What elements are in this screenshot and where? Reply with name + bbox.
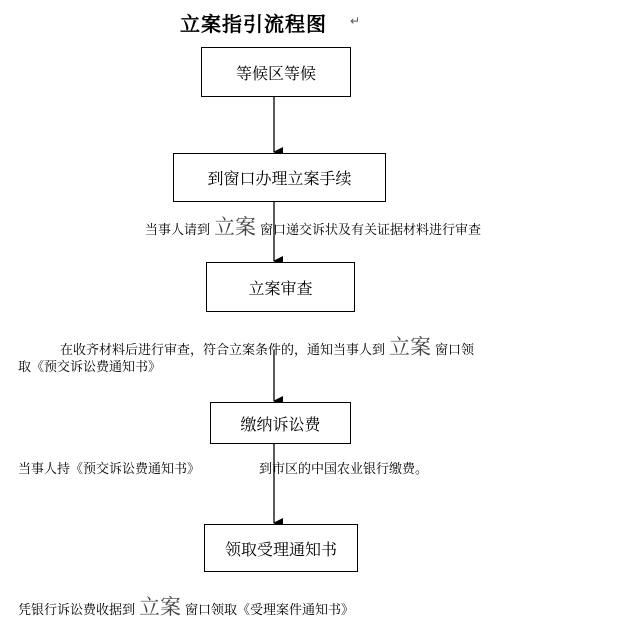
- return-mark-icon: ↵: [350, 14, 361, 28]
- note-highlight: 立案: [389, 335, 432, 359]
- note-pay-part2: 到市区的中国农业银行缴费。: [259, 462, 429, 477]
- step-label: 缴纳诉讼费: [240, 414, 321, 434]
- step-label: 等候区等候: [235, 63, 316, 83]
- note-text: 窗口领: [435, 343, 475, 358]
- step-label: 立案审查: [248, 278, 313, 298]
- note-highlight: 立案: [139, 595, 182, 619]
- step-box-window-filing: [173, 153, 386, 202]
- note-highlight: 立案: [214, 215, 257, 239]
- note-pay-part1: 当事人持《预交诉讼费通知书》: [18, 462, 201, 477]
- step-box-filing-review: [206, 262, 355, 312]
- note-text: 窗口递交诉状及有关证据材料进行审查: [260, 223, 482, 238]
- note-text: 窗口领取《受理案件通知书》: [185, 603, 355, 618]
- step-label: 领取受理通知书: [224, 539, 337, 559]
- note-text: 在收齐材料后进行审查，符合立案条件的，通知当事人到: [60, 343, 386, 358]
- note-text: 凭银行诉讼费收据到: [18, 603, 136, 618]
- note-receive-notice: [18, 591, 354, 621]
- step-box-pay-fee: [210, 402, 351, 444]
- page-title: 立案指引流程图: [180, 12, 327, 36]
- note-review-line2: 取《预交诉讼费通知书》: [18, 360, 162, 375]
- note-submit-materials: [145, 211, 481, 241]
- note-text: 当事人请到: [145, 223, 211, 238]
- step-box-receive-notice: [204, 524, 358, 572]
- step-label: 到窗口办理立案手续: [207, 169, 352, 188]
- step-box-waiting: [201, 47, 351, 97]
